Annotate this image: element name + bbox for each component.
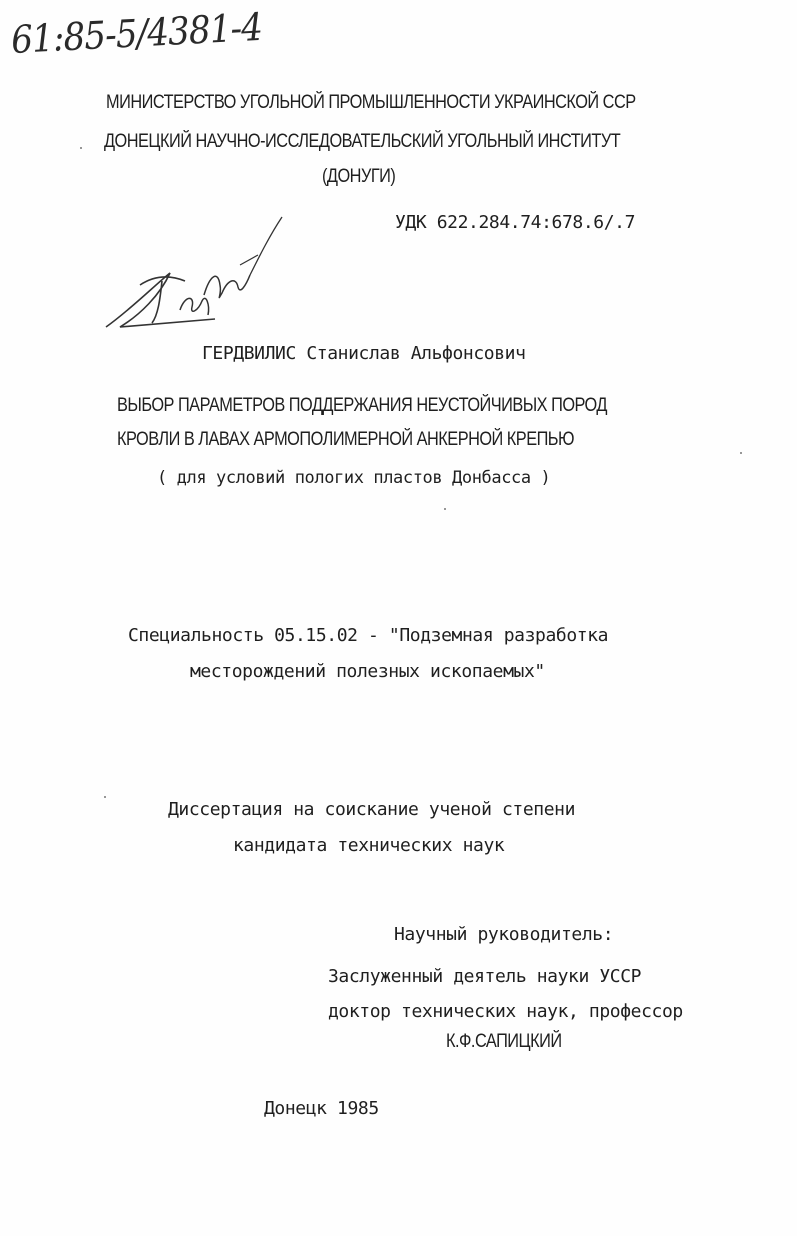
udk-code: УДК 622.284.74:678.6/.7 <box>395 212 636 233</box>
paper-speck <box>740 452 742 454</box>
dissertation-title-line-1: ВЫБОР ПАРАМЕТРОВ ПОДДЕРЖАНИЯ НЕУСТОЙЧИВЫХ ПОРОД <box>117 395 607 416</box>
degree-line-1: Диссертация на соискание ученой степени <box>168 799 576 820</box>
institute-abbreviation: (ДОНУГИ) <box>322 166 396 187</box>
handwritten-signature <box>100 215 290 335</box>
author-name: ГЕРДВИЛИС Станислав Альфонсович <box>202 343 526 364</box>
dissertation-title-line-2: КРОВЛИ В ЛАВАХ АРМОПОЛИМЕРНОЙ АНКЕРНОЙ КРЕПЬЮ <box>117 429 575 450</box>
place-and-year: Донецк 1985 <box>264 1098 379 1119</box>
supervisor-title-1: Заслуженный деятель науки УССР <box>328 966 642 987</box>
paper-speck <box>104 796 106 798</box>
supervisor-name: К.Ф.САПИЦКИЙ <box>446 1031 562 1052</box>
supervisor-title-2: доктор технических наук, профессор <box>328 1001 683 1022</box>
supervisor-label: Научный руководитель: <box>394 924 614 945</box>
degree-line-2: кандидата технических наук <box>233 835 505 856</box>
paper-speck <box>80 147 82 149</box>
paper-speck <box>444 508 446 510</box>
institute-heading: ДОНЕЦКИЙ НАУЧНО-ИССЛЕДОВАТЕЛЬСКИЙ УГОЛЬНЫЙ ИНСТИТУТ <box>104 131 621 152</box>
specialty-line-1: Специальность 05.15.02 - "Подземная разработка <box>128 625 609 646</box>
specialty-line-2: месторождений полезных ископаемых" <box>190 661 545 682</box>
handwritten-archive-code: 61:85-5/4381-4 <box>10 4 264 62</box>
ministry-heading: МИНИСТЕРСТВО УГОЛЬНОЙ ПРОМЫШЛЕННОСТИ УКРАИНСКОЙ ССР <box>106 92 636 113</box>
dissertation-title-line-3: ( для условий пологих пластов Донбасса ) <box>157 468 551 488</box>
